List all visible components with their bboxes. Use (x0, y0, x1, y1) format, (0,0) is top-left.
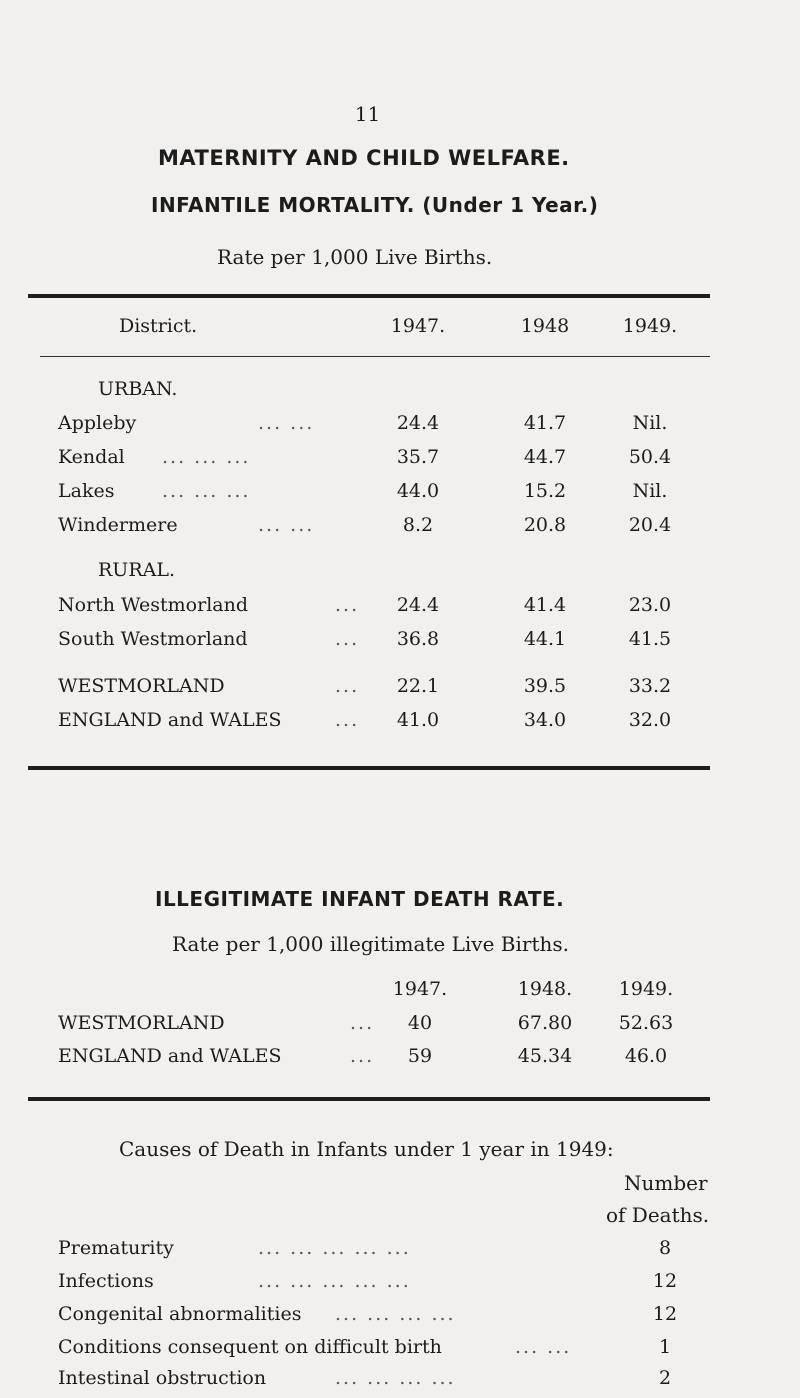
death-count: 12 (652, 1303, 678, 1325)
table-row (0, 1012, 800, 1040)
value-1949: 20.4 (628, 514, 672, 536)
cause-name: Congenital abnormalities (58, 1303, 302, 1325)
value-1948: 67.80 (517, 1012, 573, 1034)
value-1947: 40 (407, 1012, 433, 1034)
value-1948: 34.0 (523, 709, 567, 731)
leader-dots: ... ... ... (162, 446, 251, 468)
value-1947: 36.8 (396, 628, 440, 650)
col-1948-header: 1948 (520, 315, 570, 337)
number-header: Number (624, 1171, 708, 1195)
cause-name: Intestinal obstruction (58, 1367, 267, 1389)
leader-dots: ... ... ... ... ... (258, 1270, 411, 1292)
main-heading: MATERNITY AND CHILD WELFARE. (158, 146, 570, 170)
leader-dots: ... ... ... ... (335, 1367, 456, 1389)
of-deaths-header: of Deaths. (606, 1203, 710, 1227)
table-row (0, 446, 800, 474)
table-row (0, 1237, 800, 1265)
death-count: 12 (652, 1270, 678, 1292)
district-name: ENGLAND and WALES (58, 709, 282, 731)
district-name: South Westmorland (58, 628, 248, 650)
value-1947: 24.4 (396, 412, 440, 434)
cause-name: Conditions consequent on difficult birth (58, 1336, 442, 1358)
value-1947: 35.7 (396, 446, 440, 468)
leader-dots: ... ... ... ... ... (258, 1237, 411, 1259)
district-name: Windermere (58, 514, 178, 536)
table-row (0, 514, 800, 542)
death-count: 1 (658, 1336, 672, 1358)
district-name: WESTMORLAND (58, 675, 225, 697)
leader-dots: ... ... (258, 412, 315, 434)
death-count: 2 (658, 1367, 672, 1389)
value-1948: 44.1 (523, 628, 567, 650)
table1-bottom-rule (28, 766, 710, 770)
value-1949: Nil. (632, 480, 668, 502)
district-name: Appleby (58, 412, 137, 434)
table-row (0, 628, 800, 656)
district-name: Kendal (58, 446, 125, 468)
table-row (0, 1045, 800, 1073)
value-1949: 41.5 (628, 628, 672, 650)
leader-dots: ... ... ... (162, 480, 251, 502)
col-1948-header: 1948. (517, 978, 573, 1000)
leader-dots: ... (350, 1012, 375, 1034)
value-1948: 41.4 (523, 594, 567, 616)
leader-dots: ... (335, 675, 360, 697)
table1-header-row (0, 315, 800, 343)
table1-header-rule (40, 356, 710, 357)
value-1947: 24.4 (396, 594, 440, 616)
table-row (0, 1303, 800, 1331)
death-count: 8 (658, 1237, 672, 1259)
value-1948: 39.5 (523, 675, 567, 697)
value-1948: 44.7 (523, 446, 567, 468)
region-name: ENGLAND and WALES (58, 1045, 282, 1067)
table-row (0, 1367, 800, 1395)
table-row (0, 1336, 800, 1364)
leader-dots: ... ... ... ... (335, 1303, 456, 1325)
district-header: District. (119, 315, 198, 337)
col-1947-header: 1947. (390, 315, 446, 337)
leader-dots: ... (335, 628, 360, 650)
rate-subheading: Rate per 1,000 Live Births. (217, 245, 493, 269)
page-number: 11 (354, 102, 381, 126)
leader-dots: ... ... (258, 514, 315, 536)
col-1947-header: 1947. (392, 978, 448, 1000)
table-row (0, 675, 800, 703)
value-1947: 59 (407, 1045, 433, 1067)
district-name: Lakes (58, 480, 115, 502)
leader-dots: ... (335, 594, 360, 616)
cause-name: Infections (58, 1270, 154, 1292)
value-1949: 50.4 (628, 446, 672, 468)
infantile-mortality-heading: INFANTILE MORTALITY. (Under 1 Year.) (151, 193, 599, 217)
illegitimate-heading: ILLEGITIMATE INFANT DEATH RATE. (155, 887, 565, 911)
value-1949: 23.0 (628, 594, 672, 616)
leader-dots: ... (335, 709, 360, 731)
table2-header-row (0, 978, 800, 1006)
rural-label: RURAL. (98, 559, 176, 581)
value-1948: 20.8 (523, 514, 567, 536)
cause-name: Prematurity (58, 1237, 174, 1259)
value-1947: 41.0 (396, 709, 440, 731)
table-row (0, 1270, 800, 1298)
table-row (0, 412, 800, 440)
leader-dots: ... (350, 1045, 375, 1067)
value-1947: 22.1 (396, 675, 440, 697)
table2-bottom-rule (28, 1097, 710, 1101)
value-1948: 41.7 (523, 412, 567, 434)
table-row (0, 480, 800, 508)
value-1947: 44.0 (396, 480, 440, 502)
value-1948: 15.2 (523, 480, 567, 502)
value-1949: Nil. (632, 412, 668, 434)
region-name: WESTMORLAND (58, 1012, 225, 1034)
table-row (0, 709, 800, 737)
illegitimate-subheading: Rate per 1,000 illegitimate Live Births. (172, 932, 569, 956)
col-1949-header: 1949. (618, 978, 674, 1000)
causes-title: Causes of Death in Infants under 1 year in 1949: (119, 1137, 614, 1161)
col-1949-header: 1949. (622, 315, 678, 337)
value-1949: 52.63 (618, 1012, 674, 1034)
value-1949: 46.0 (624, 1045, 668, 1067)
district-name: North Westmorland (58, 594, 249, 616)
value-1948: 45.34 (517, 1045, 573, 1067)
table1-top-rule (28, 294, 710, 298)
urban-label: URBAN. (98, 378, 178, 400)
leader-dots: ... ... (515, 1336, 572, 1358)
table-row (0, 594, 800, 622)
value-1947: 8.2 (402, 514, 434, 536)
value-1949: 32.0 (628, 709, 672, 731)
value-1949: 33.2 (628, 675, 672, 697)
